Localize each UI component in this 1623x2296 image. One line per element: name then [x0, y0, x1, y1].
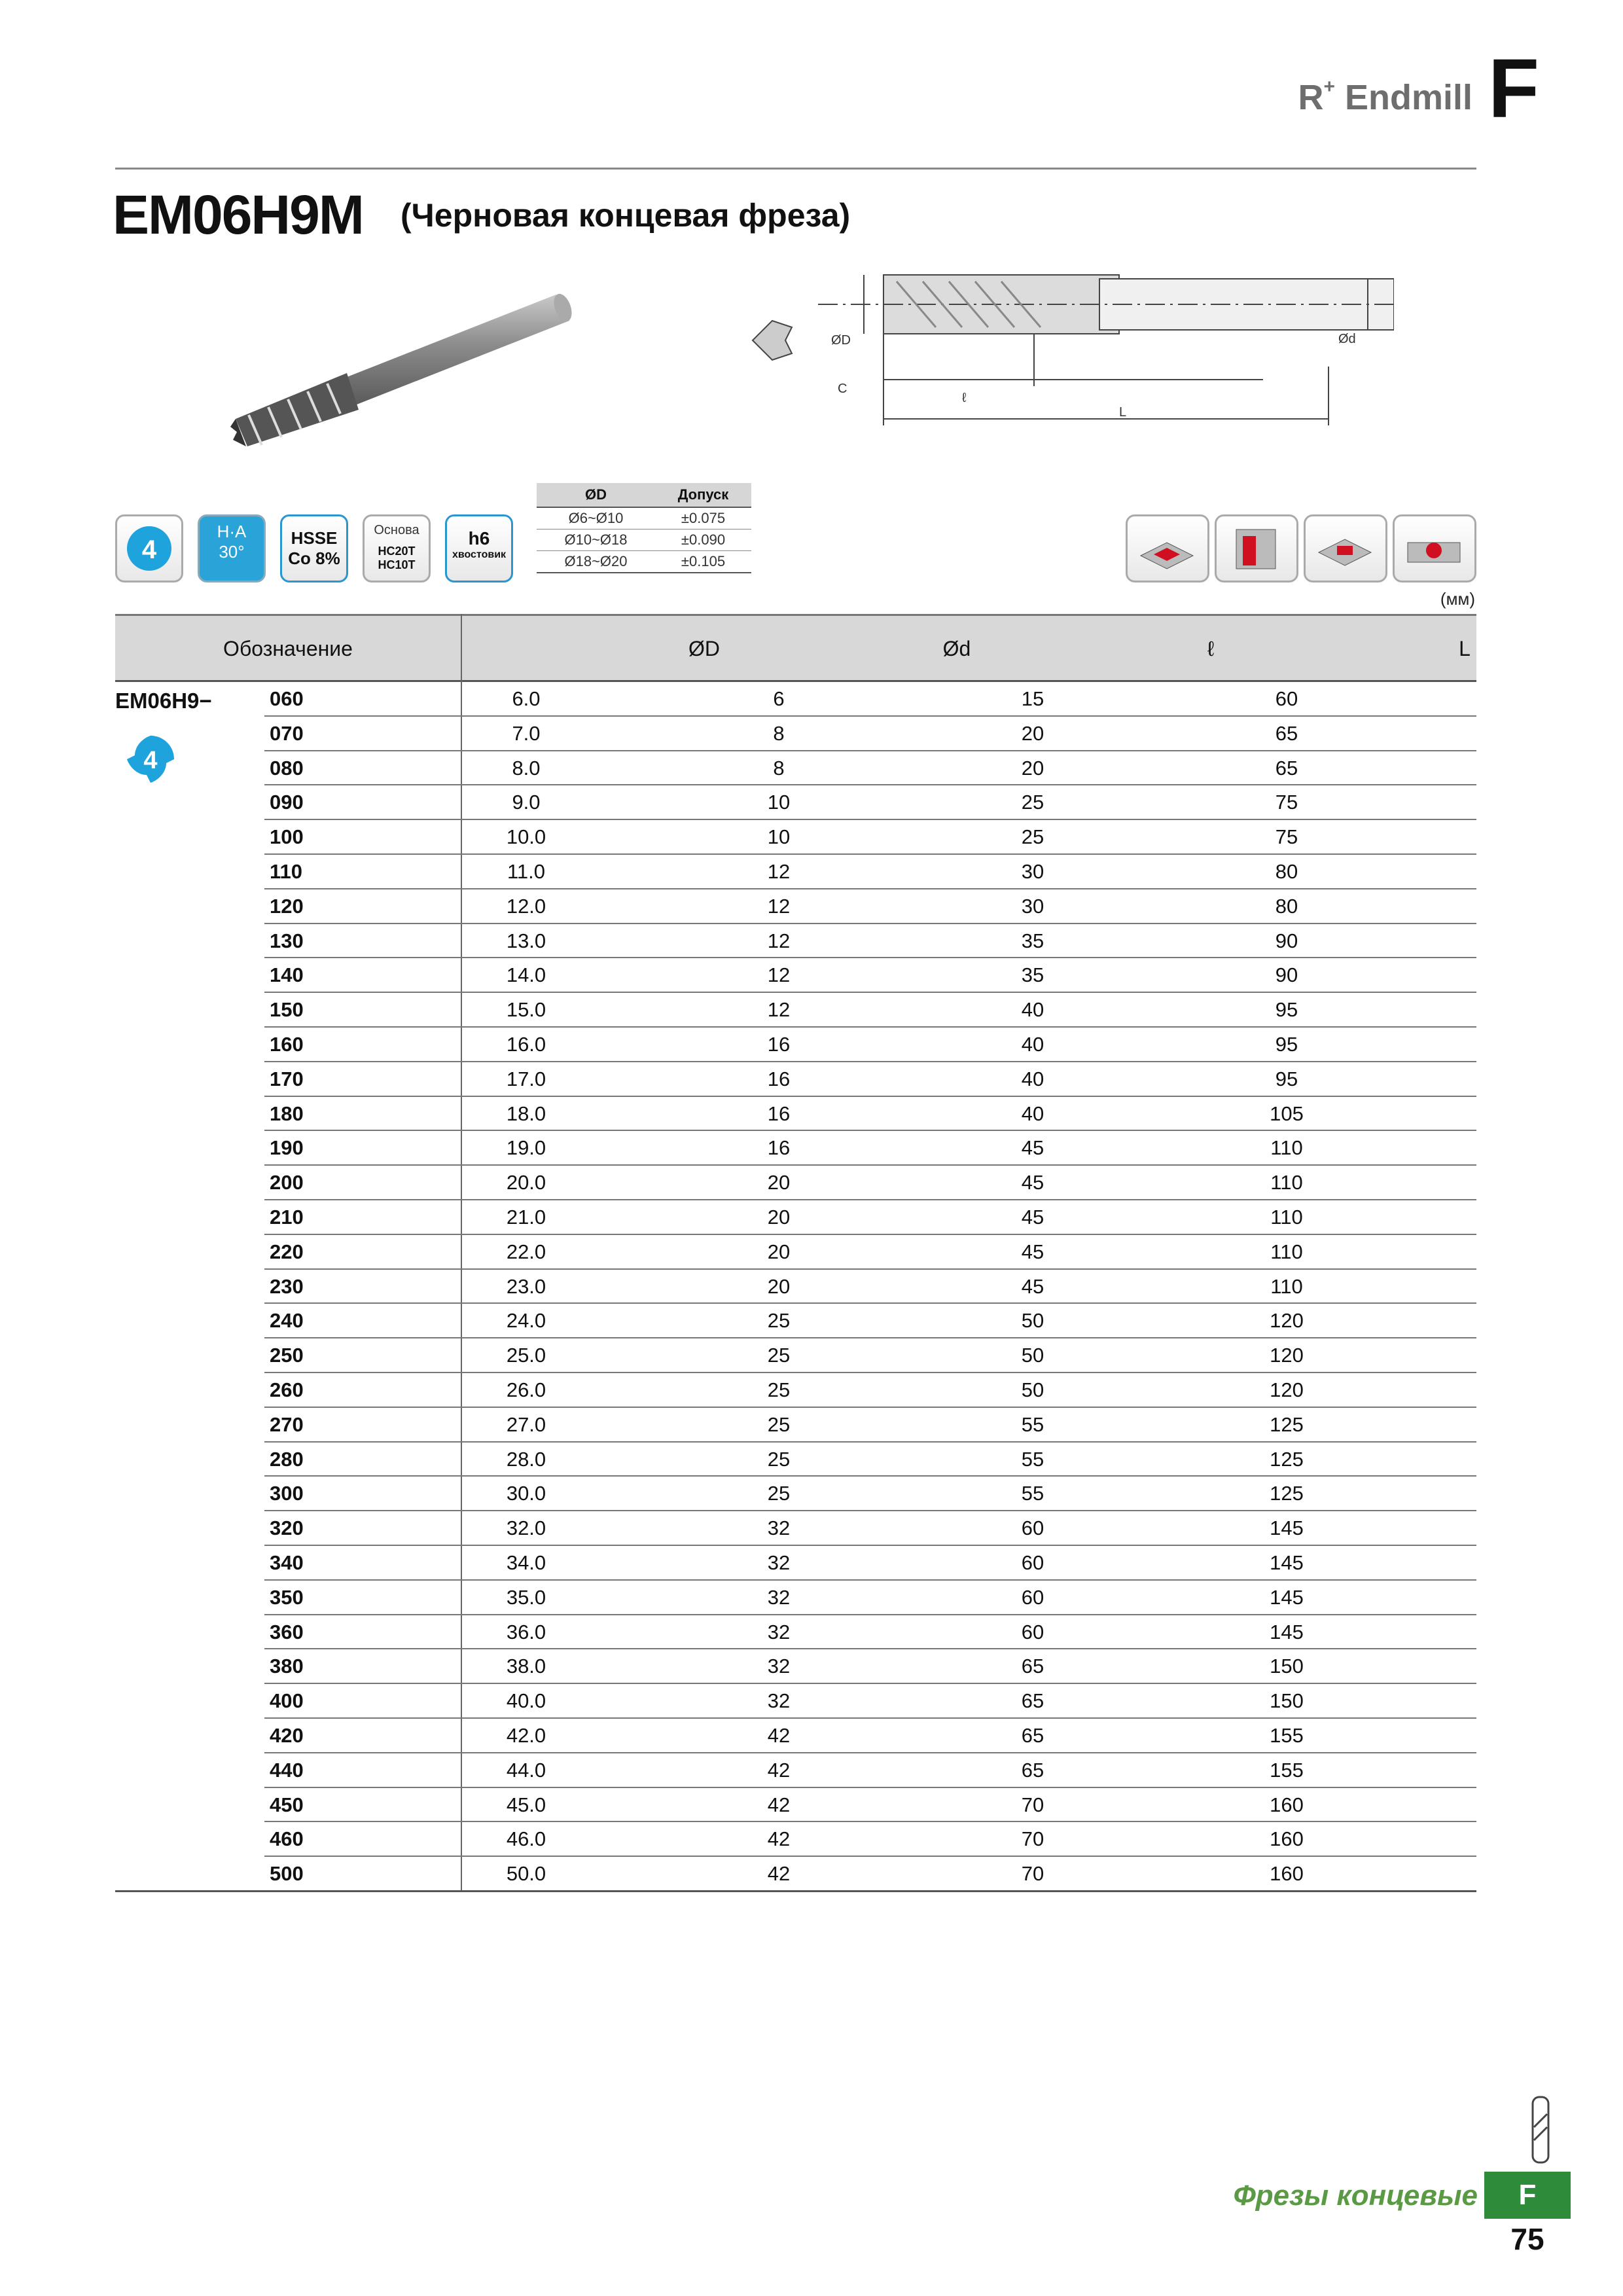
- table-row: [264, 1373, 1476, 1408]
- flute-length-value: 45: [1021, 1274, 1044, 1298]
- table-row: [264, 1235, 1476, 1270]
- table-row: [264, 1097, 1476, 1132]
- flute-length-value: 30: [1021, 894, 1044, 918]
- designation-code: 100: [270, 825, 304, 849]
- tol-value: ±0.075: [655, 507, 751, 529]
- flute-length-value: 40: [1021, 998, 1044, 1022]
- table-row: [264, 1788, 1476, 1823]
- overall-length-value: 160: [1270, 1793, 1304, 1816]
- flute-length-value: 50: [1021, 1344, 1044, 1367]
- overall-length-value: 145: [1270, 1516, 1304, 1540]
- designation-code: 460: [270, 1827, 304, 1851]
- od-value: 40.0: [506, 1689, 546, 1713]
- designation-code: 200: [270, 1171, 304, 1194]
- table-row: [264, 1408, 1476, 1443]
- designation-code: 320: [270, 1516, 304, 1540]
- unit-label: (мм): [1440, 589, 1475, 609]
- table-row: [264, 1131, 1476, 1166]
- table-row: [264, 1166, 1476, 1200]
- designation-code: 080: [270, 756, 304, 780]
- header-flute-length: ℓ: [1207, 637, 1215, 660]
- tolerance-table: [537, 483, 751, 573]
- shank-value: 12: [767, 860, 791, 883]
- designation-code: 380: [270, 1655, 304, 1678]
- designation-code: 190: [270, 1136, 304, 1160]
- shank-value: 42: [767, 1793, 791, 1816]
- table-row: [264, 1822, 1476, 1857]
- od-value: 17.0: [506, 1067, 546, 1090]
- designation-code: 150: [270, 998, 304, 1022]
- endmill-drawing: [740, 262, 1394, 432]
- section-letter: F: [1488, 42, 1539, 135]
- designation-code: 240: [270, 1309, 304, 1333]
- shank-value: 32: [767, 1516, 791, 1540]
- od-value: 35.0: [506, 1585, 546, 1609]
- designation-code: 180: [270, 1102, 304, 1125]
- shank-value: 42: [767, 1758, 791, 1782]
- overall-length-value: 65: [1275, 756, 1298, 780]
- flute-length-value: 70: [1021, 1793, 1044, 1816]
- overall-length-value: 145: [1270, 1551, 1304, 1574]
- od-value: 23.0: [506, 1274, 546, 1298]
- od-value: 27.0: [506, 1412, 546, 1436]
- endmill-photo: [216, 281, 582, 452]
- od-value: 44.0: [506, 1758, 546, 1782]
- flute-length-value: 55: [1021, 1412, 1044, 1436]
- table-bottom-rule: [115, 1890, 1476, 1892]
- od-value: 38.0: [506, 1655, 546, 1678]
- shank-value: 32: [767, 1551, 791, 1574]
- svg-text:4: 4: [141, 535, 157, 564]
- table-row: [264, 1649, 1476, 1684]
- flute-length-value: 50: [1021, 1378, 1044, 1401]
- product-subtitle: (Черновая концевая фреза): [401, 197, 851, 234]
- shank-value: 42: [767, 1827, 791, 1851]
- header-od: ØD: [688, 637, 720, 660]
- overall-length-value: 155: [1270, 1758, 1304, 1782]
- od-value: 11.0: [507, 860, 546, 883]
- overall-length-value: 160: [1270, 1862, 1304, 1886]
- table-row: [264, 1443, 1476, 1477]
- base-grade-icon: Основа HC20T HC10T: [363, 514, 431, 583]
- od-value: 16.0: [506, 1033, 546, 1056]
- shank-value: 8: [773, 756, 785, 780]
- label-length: L: [1119, 405, 1127, 420]
- overall-length-value: 120: [1270, 1344, 1304, 1367]
- designation-code: 500: [270, 1862, 304, 1886]
- footer-category: Фрезы концевые: [1233, 2179, 1478, 2212]
- flute-length-value: 70: [1021, 1862, 1044, 1886]
- shank-value: 16: [767, 1136, 791, 1160]
- flute-length-value: 60: [1021, 1516, 1044, 1540]
- table-row: [264, 1304, 1476, 1338]
- od-value: 19.0: [506, 1136, 546, 1160]
- flute-count-icon: [118, 726, 183, 792]
- od-value: 46.0: [506, 1827, 546, 1851]
- od-value: 15.0: [506, 998, 546, 1022]
- tol-range: Ø6~Ø10: [537, 507, 655, 529]
- table-row: [264, 1581, 1476, 1615]
- designation-code: 210: [270, 1206, 304, 1229]
- od-value: 26.0: [506, 1378, 546, 1401]
- designation-code: 250: [270, 1344, 304, 1367]
- table-row: [264, 682, 1476, 717]
- designation-code: 130: [270, 929, 304, 952]
- designation-code: 270: [270, 1412, 304, 1436]
- flute-count-icon: [115, 514, 183, 583]
- shank-value: 20: [767, 1206, 791, 1229]
- table-row: [264, 1753, 1476, 1788]
- shank-value: 10: [767, 791, 791, 814]
- table-row: [264, 751, 1476, 786]
- od-value: 45.0: [506, 1793, 546, 1816]
- table-row: [264, 1684, 1476, 1719]
- designation-prefix: EM06H9−: [115, 689, 212, 713]
- od-value: 36.0: [506, 1620, 546, 1643]
- shank-value: 10: [767, 825, 791, 849]
- flute-length-value: 45: [1021, 1240, 1044, 1263]
- shank-value: 25: [767, 1447, 791, 1471]
- overall-length-value: 160: [1270, 1827, 1304, 1851]
- pocketing-application-icon: [1304, 514, 1387, 583]
- overall-length-value: 75: [1275, 825, 1298, 849]
- table-row: [264, 958, 1476, 993]
- od-value: 13.0: [506, 929, 546, 952]
- table-row: [264, 820, 1476, 855]
- table-row: [264, 785, 1476, 820]
- flute-length-value: 25: [1021, 825, 1044, 849]
- designation-code: 450: [270, 1793, 304, 1816]
- flute-length-value: 65: [1021, 1758, 1044, 1782]
- table-row: [264, 889, 1476, 924]
- shank-tolerance-icon: h6 хвостовик: [445, 514, 513, 583]
- header-shank-d: Ød: [942, 637, 971, 660]
- table-row: [264, 1615, 1476, 1650]
- table-row: [264, 1546, 1476, 1581]
- overall-length-value: 120: [1270, 1378, 1304, 1401]
- designation-code: 090: [270, 791, 304, 814]
- od-value: 18.0: [506, 1102, 546, 1125]
- flute-length-value: 60: [1021, 1620, 1044, 1643]
- table-row: [264, 717, 1476, 751]
- overall-length-value: 120: [1270, 1309, 1304, 1333]
- side-milling-application-icon: [1215, 514, 1298, 583]
- overall-length-value: 90: [1275, 929, 1298, 952]
- overall-length-value: 110: [1270, 1136, 1303, 1160]
- designation-code: 120: [270, 894, 304, 918]
- od-value: 21.0: [506, 1206, 546, 1229]
- shank-value: 20: [767, 1240, 791, 1263]
- od-value: 28.0: [506, 1447, 546, 1471]
- shank-value: 25: [767, 1378, 791, 1401]
- designation-code: 420: [270, 1724, 304, 1747]
- overall-length-value: 105: [1270, 1102, 1304, 1125]
- shank-value: 32: [767, 1689, 791, 1713]
- shank-value: 25: [767, 1482, 791, 1505]
- table-row: [264, 1719, 1476, 1753]
- overall-length-value: 125: [1270, 1482, 1304, 1505]
- od-value: 12.0: [506, 894, 546, 918]
- table-row: [264, 1338, 1476, 1373]
- flute-length-value: 45: [1021, 1206, 1044, 1229]
- designation-code: 140: [270, 963, 304, 987]
- flute-length-value: 45: [1021, 1136, 1044, 1160]
- flute-length-value: 25: [1021, 791, 1044, 814]
- overall-length-value: 80: [1275, 894, 1298, 918]
- flute-length-value: 65: [1021, 1724, 1044, 1747]
- tol-value: ±0.105: [655, 551, 751, 573]
- designation-code: 260: [270, 1378, 304, 1401]
- designation-code: 350: [270, 1585, 304, 1609]
- flute-length-value: 55: [1021, 1482, 1044, 1505]
- label-flute: ℓ: [962, 391, 967, 405]
- flute-length-value: 15: [1021, 687, 1044, 710]
- designation-code: 300: [270, 1482, 304, 1505]
- label-shank: Ød: [1338, 332, 1356, 346]
- designation-code: 070: [270, 721, 304, 745]
- flute-length-value: 60: [1021, 1585, 1044, 1609]
- flute-length-value: 65: [1021, 1689, 1044, 1713]
- overall-length-value: 95: [1275, 1067, 1298, 1090]
- od-value: 34.0: [506, 1551, 546, 1574]
- od-value: 30.0: [506, 1482, 546, 1505]
- flute-length-value: 20: [1021, 721, 1044, 745]
- od-value: 8.0: [512, 756, 541, 780]
- shank-value: 32: [767, 1655, 791, 1678]
- overall-length-value: 90: [1275, 963, 1298, 987]
- od-value: 42.0: [506, 1724, 546, 1747]
- shank-value: 16: [767, 1102, 791, 1125]
- overall-length-value: 95: [1275, 998, 1298, 1022]
- overall-length-value: 150: [1270, 1655, 1304, 1678]
- designation-code: 160: [270, 1033, 304, 1056]
- table-row: [264, 1270, 1476, 1304]
- flute-length-value: 40: [1021, 1067, 1044, 1090]
- od-value: 20.0: [506, 1171, 546, 1194]
- od-value: 50.0: [506, 1862, 546, 1886]
- overall-length-value: 145: [1270, 1585, 1304, 1609]
- shank-value: 12: [767, 963, 791, 987]
- overall-length-value: 155: [1270, 1724, 1304, 1747]
- od-value: 32.0: [506, 1516, 546, 1540]
- designation-code: 360: [270, 1620, 304, 1643]
- flute-length-value: 30: [1021, 860, 1044, 883]
- svg-text:4: 4: [143, 747, 158, 774]
- od-value: 9.0: [512, 791, 541, 814]
- endmill-footer-icon: [1521, 2094, 1560, 2166]
- overall-length-value: 145: [1270, 1620, 1304, 1643]
- flute-length-value: 35: [1021, 929, 1044, 952]
- overall-length-value: 125: [1270, 1447, 1304, 1471]
- od-value: 25.0: [506, 1344, 546, 1367]
- od-value: 22.0: [506, 1240, 546, 1263]
- flute-length-value: 50: [1021, 1309, 1044, 1333]
- od-value: 14.0: [506, 963, 546, 987]
- plunging-application-icon: [1393, 514, 1476, 583]
- overall-length-value: 75: [1275, 791, 1298, 814]
- flute-length-value: 20: [1021, 756, 1044, 780]
- shank-value: 8: [773, 721, 785, 745]
- designation-code: 230: [270, 1274, 304, 1298]
- footer-section-tab: F: [1484, 2172, 1571, 2219]
- overall-length-value: 60: [1275, 687, 1298, 710]
- overall-length-value: 150: [1270, 1689, 1304, 1713]
- designation-code: 440: [270, 1758, 304, 1782]
- table-row: [264, 1511, 1476, 1546]
- designation-code: 170: [270, 1067, 304, 1090]
- table-row: [264, 924, 1476, 959]
- slotting-application-icon: [1126, 514, 1209, 583]
- table-row: [264, 1477, 1476, 1511]
- tol-range: Ø10~Ø18: [537, 529, 655, 551]
- overall-length-value: 110: [1270, 1206, 1303, 1229]
- flute-length-value: 65: [1021, 1655, 1044, 1678]
- od-value: 7.0: [512, 721, 541, 745]
- table-row: [264, 1028, 1476, 1062]
- od-value: 6.0: [512, 687, 541, 710]
- overall-length-value: 65: [1275, 721, 1298, 745]
- header-designation: Обозначение: [223, 637, 353, 660]
- material-icon: HSSE Co 8%: [280, 514, 348, 583]
- overall-length-value: 110: [1270, 1274, 1303, 1298]
- overall-length-value: 110: [1270, 1171, 1303, 1194]
- tol-header-tolerance: Допуск: [655, 483, 751, 507]
- tol-header-od: ØD: [537, 483, 655, 507]
- tol-range: Ø18~Ø20: [537, 551, 655, 573]
- designation-code: 110: [270, 860, 303, 883]
- shank-value: 32: [767, 1620, 791, 1643]
- label-chamfer: C: [838, 382, 847, 396]
- designation-code: 400: [270, 1689, 304, 1713]
- designation-code: 220: [270, 1240, 304, 1263]
- overall-length-value: 95: [1275, 1033, 1298, 1056]
- flute-length-value: 40: [1021, 1102, 1044, 1125]
- overall-length-value: 80: [1275, 860, 1298, 883]
- shank-value: 12: [767, 998, 791, 1022]
- flute-length-value: 40: [1021, 1033, 1044, 1056]
- shank-value: 25: [767, 1412, 791, 1436]
- shank-value: 6: [773, 687, 785, 710]
- shank-value: 25: [767, 1344, 791, 1367]
- designation-code: 060: [270, 687, 304, 710]
- flute-length-value: 35: [1021, 963, 1044, 987]
- table-row: [264, 993, 1476, 1028]
- table-row: [264, 1062, 1476, 1097]
- shank-value: 42: [767, 1724, 791, 1747]
- designation-code: 280: [270, 1447, 304, 1471]
- shank-value: 20: [767, 1274, 791, 1298]
- table-row: [264, 855, 1476, 889]
- brand-title: R+ Endmill: [1298, 76, 1472, 117]
- header-overall-length: L: [1459, 637, 1471, 660]
- spec-table-header: [115, 614, 1476, 682]
- shank-value: 12: [767, 929, 791, 952]
- table-row: [264, 1200, 1476, 1235]
- shank-value: 32: [767, 1585, 791, 1609]
- label-od: ØD: [831, 333, 851, 348]
- od-value: 24.0: [506, 1309, 546, 1333]
- shank-value: 25: [767, 1309, 791, 1333]
- overall-length-value: 125: [1270, 1412, 1304, 1436]
- shank-value: 20: [767, 1171, 791, 1194]
- shank-value: 42: [767, 1862, 791, 1886]
- header-divider: [115, 168, 1476, 170]
- overall-length-value: 110: [1270, 1240, 1303, 1263]
- flute-length-value: 60: [1021, 1551, 1044, 1574]
- flute-length-value: 70: [1021, 1827, 1044, 1851]
- shank-value: 16: [767, 1033, 791, 1056]
- helix-angle-icon: H·A 30°: [198, 514, 266, 583]
- od-value: 10.0: [506, 825, 546, 849]
- shank-value: 12: [767, 894, 791, 918]
- designation-code: 340: [270, 1551, 304, 1574]
- page-number: 75: [1510, 2222, 1544, 2256]
- flute-length-value: 45: [1021, 1171, 1044, 1194]
- product-code-title: EM06H9M: [113, 184, 363, 245]
- shank-value: 16: [767, 1067, 791, 1090]
- tol-value: ±0.090: [655, 529, 751, 551]
- flute-length-value: 55: [1021, 1447, 1044, 1471]
- table-row: [264, 1857, 1476, 1892]
